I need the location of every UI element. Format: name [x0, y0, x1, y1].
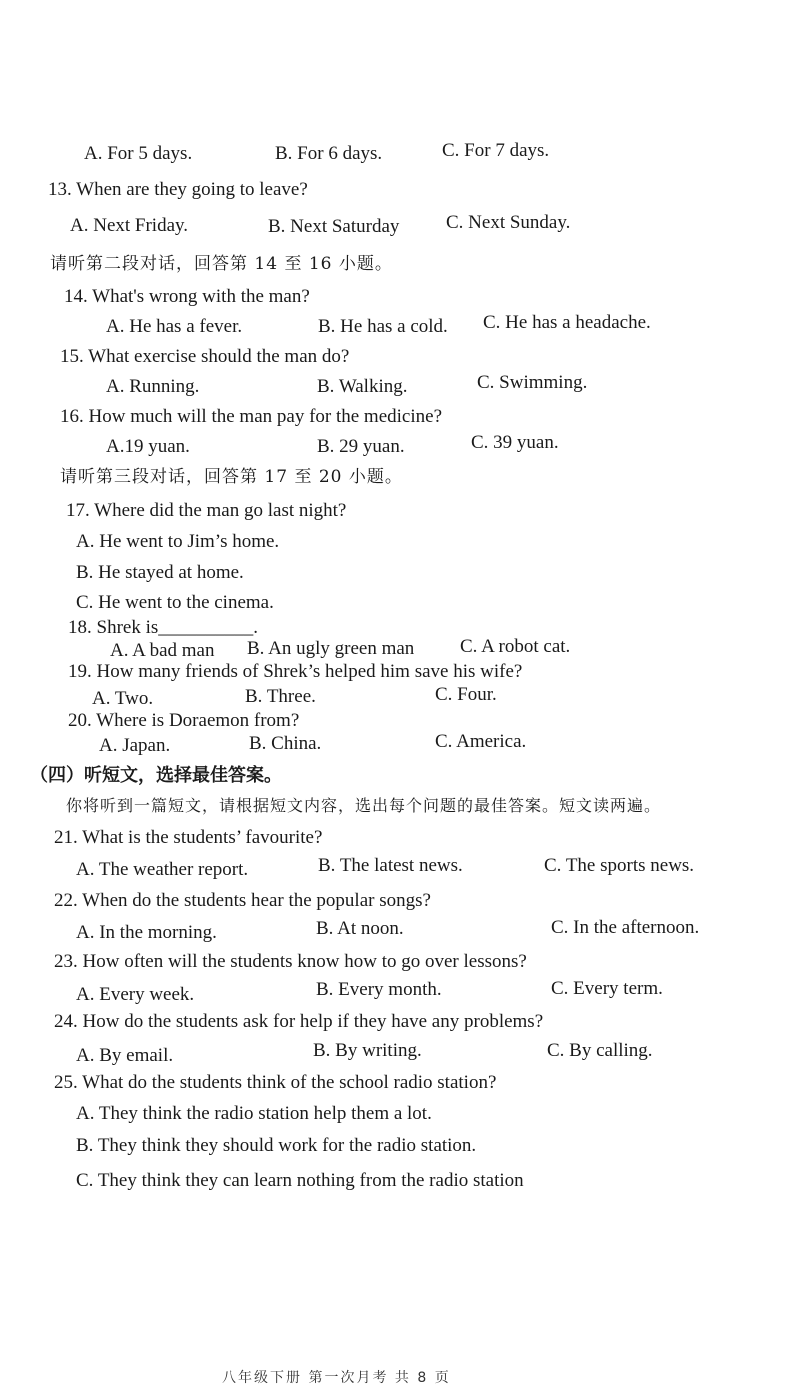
- q14-option-b: B. He has a cold.: [318, 316, 448, 337]
- q13-option-b: B. Next Saturday: [268, 216, 400, 237]
- q12-option-c: C. For 7 days.: [442, 140, 550, 161]
- q19-option-a: A. Two.: [92, 688, 154, 709]
- q16-option-b: B. 29 yuan.: [317, 436, 405, 457]
- q17-option-a: A. He went to Jim’s home.: [76, 531, 280, 552]
- q15-option-b: B. Walking.: [317, 376, 408, 397]
- q12-option-a: A. For 5 days.: [84, 143, 193, 164]
- q18-option-b: B. An ugly green man: [247, 638, 415, 659]
- q19-option-b: B. Three.: [245, 686, 316, 707]
- q18-stem: 18. Shrek is__________.: [68, 617, 258, 638]
- q22-stem: 22. When do the students hear the popular songs?: [54, 890, 431, 911]
- q23-option-c: C. Every term.: [551, 978, 663, 999]
- section-4-instruction: 你将听到一篇短文，请根据短文内容，选出每个问题的最佳答案。短文读两遍。: [66, 796, 662, 815]
- dialogue-2-instruction: 请听第二段对话，回答第 14 至 16 小题。: [50, 254, 393, 274]
- q14-stem: 14. What's wrong with the man?: [64, 286, 310, 307]
- q20-option-c: C. America.: [435, 731, 527, 752]
- q18-option-a: A. A bad man: [110, 640, 215, 661]
- q24-option-b: B. By writing.: [313, 1040, 422, 1061]
- q24-option-c: C. By calling.: [547, 1040, 653, 1061]
- q16-option-c: C. 39 yuan.: [471, 432, 559, 453]
- q22-option-b: B. At noon.: [316, 918, 404, 939]
- q23-option-b: B. Every month.: [316, 979, 442, 1000]
- q15-stem: 15. What exercise should the man do?: [60, 346, 350, 367]
- q21-option-c: C. The sports news.: [544, 855, 695, 876]
- q24-option-a: A. By email.: [76, 1045, 174, 1066]
- q14-option-a: A. He has a fever.: [106, 316, 243, 337]
- section-4-title: （四）听短文，选择最佳答案。: [30, 765, 282, 786]
- q17-option-b: B. He stayed at home.: [76, 562, 244, 583]
- q25-option-c: C. They think they can learn nothing from the radio station: [76, 1170, 524, 1191]
- q17-stem: 17. Where did the man go last night?: [66, 500, 347, 521]
- q20-stem: 20. Where is Doraemon from?: [68, 710, 300, 731]
- q21-option-a: A. The weather report.: [76, 859, 249, 880]
- q20-option-a: A. Japan.: [99, 735, 171, 756]
- q17-option-c: C. He went to the cinema.: [76, 592, 274, 613]
- q13-stem: 13. When are they going to leave?: [48, 179, 308, 200]
- q23-stem: 23. How often will the students know how to go over lessons?: [54, 951, 527, 972]
- q14-option-c: C. He has a headache.: [483, 312, 651, 333]
- q12-option-b: B. For 6 days.: [275, 143, 383, 164]
- q19-option-c: C. Four.: [435, 684, 497, 705]
- q16-stem: 16. How much will the man pay for the medicine?: [60, 406, 443, 427]
- q15-option-c: C. Swimming.: [477, 372, 588, 393]
- q21-stem: 21. What is the students’ favourite?: [54, 827, 323, 848]
- q19-stem: 19. How many friends of Shrek’s helped him save his wife?: [68, 661, 523, 682]
- q15-option-a: A. Running.: [106, 376, 200, 397]
- q23-option-a: A. Every week.: [76, 984, 195, 1005]
- q13-option-a: A. Next Friday.: [70, 215, 189, 236]
- q25-option-b: B. They think they should work for the radio station.: [76, 1135, 477, 1156]
- dialogue-3-instruction: 请听第三段对话，回答第 17 至 20 小题。: [60, 467, 403, 487]
- q24-stem: 24. How do the students ask for help if they have any problems?: [54, 1011, 544, 1032]
- q16-option-a: A.19 yuan.: [106, 436, 190, 457]
- q22-option-c: C. In the afternoon.: [551, 917, 700, 938]
- q21-option-b: B. The latest news.: [318, 855, 463, 876]
- q25-option-a: A. They think the radio station help them a lot.: [76, 1103, 432, 1124]
- q20-option-b: B. China.: [249, 733, 322, 754]
- q25-stem: 25. What do the students think of the school radio station?: [54, 1072, 497, 1093]
- q22-option-a: A. In the morning.: [76, 922, 217, 943]
- q18-option-c: C. A robot cat.: [460, 636, 571, 657]
- q13-option-c: C. Next Sunday.: [446, 212, 571, 233]
- page-footer: 八年级下册 第一次月考 共 8 页: [222, 1370, 451, 1386]
